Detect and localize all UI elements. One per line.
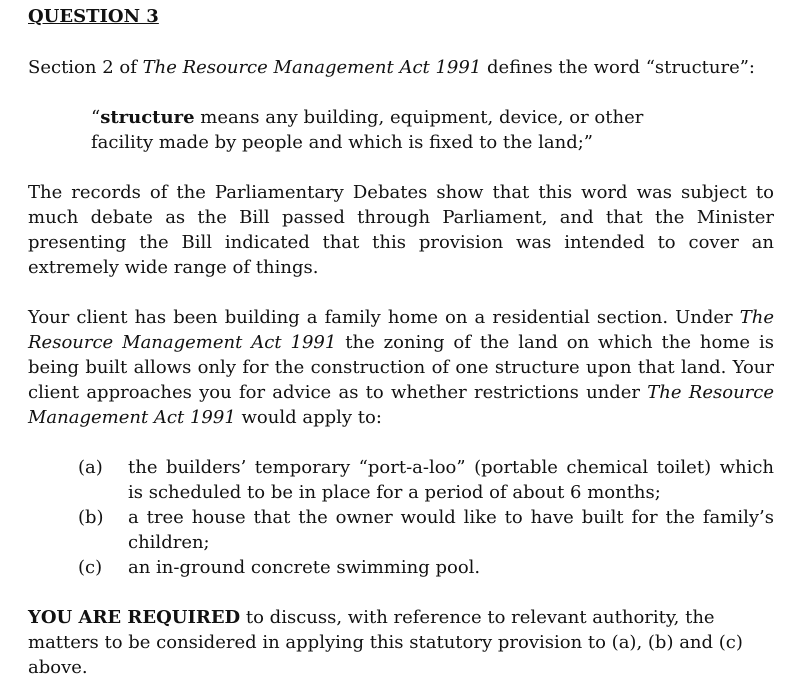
defined-term: structure: [100, 107, 195, 128]
requirement-paragraph: [28, 605, 774, 680]
document: [28, 5, 774, 680]
scenario-paragraph: [28, 305, 774, 430]
item-label: (c): [78, 557, 103, 578]
quote-line-1: [91, 105, 691, 130]
scenario-part-2: the zoning of the land on which the home is being built allows only for the construction of one structure upon that land. Your client approaches you for advice as to whether restrictions under: [28, 332, 774, 403]
requirement-text: to discuss, with reference to relevant authority, the matters to be considered in applying this statutory provision to (a), (b) and (c) above.: [28, 607, 743, 678]
item-text: the builders’ temporary “port-a-loo” (portable chemical toilet) which is scheduled to be in place for a period of about 6 months;: [128, 457, 774, 503]
act-name-2: The Resource Management Act 1991: [28, 382, 775, 428]
intro-text-after: defines the word “structure”:: [481, 57, 755, 78]
list-item: [78, 555, 774, 580]
items-list: [78, 455, 774, 580]
scenario-part-1: Your client has been building a family home on a residential section. Under: [28, 307, 740, 328]
item-text: an in-ground concrete swimming pool.: [128, 557, 481, 578]
requirement-heading: YOU ARE REQUIRED: [28, 607, 241, 628]
quote-line-1-rest: means any building, equipment, device, or other: [194, 107, 644, 128]
act-name: The Resource Management Act 1991: [142, 57, 482, 78]
act-name-1: The Resource Management Act 1991: [28, 307, 774, 353]
scenario-part-3: would apply to:: [235, 407, 382, 428]
definition-quote: [91, 105, 691, 155]
list-item: [78, 455, 774, 505]
intro-paragraph: [28, 55, 774, 80]
question-title: QUESTION 3: [28, 6, 159, 27]
debates-paragraph: The records of the Parliamentary Debates show that this word was subject to much debate as the Bill passed through Parliament, and that the Minister presenting the Bill indicated that this provision was intended to cover an extremely wide range of things.: [28, 182, 774, 278]
item-label: (a): [78, 457, 103, 478]
item-label: (b): [78, 507, 104, 528]
quote-line-2: facility made by people and which is fixed to the land;”: [91, 132, 593, 153]
item-text: a tree house that the owner would like to have built for the family’s children;: [128, 507, 774, 553]
intro-text-before: Section 2 of: [28, 57, 143, 78]
list-item: [78, 505, 774, 555]
open-quote-mark: “: [91, 107, 101, 128]
